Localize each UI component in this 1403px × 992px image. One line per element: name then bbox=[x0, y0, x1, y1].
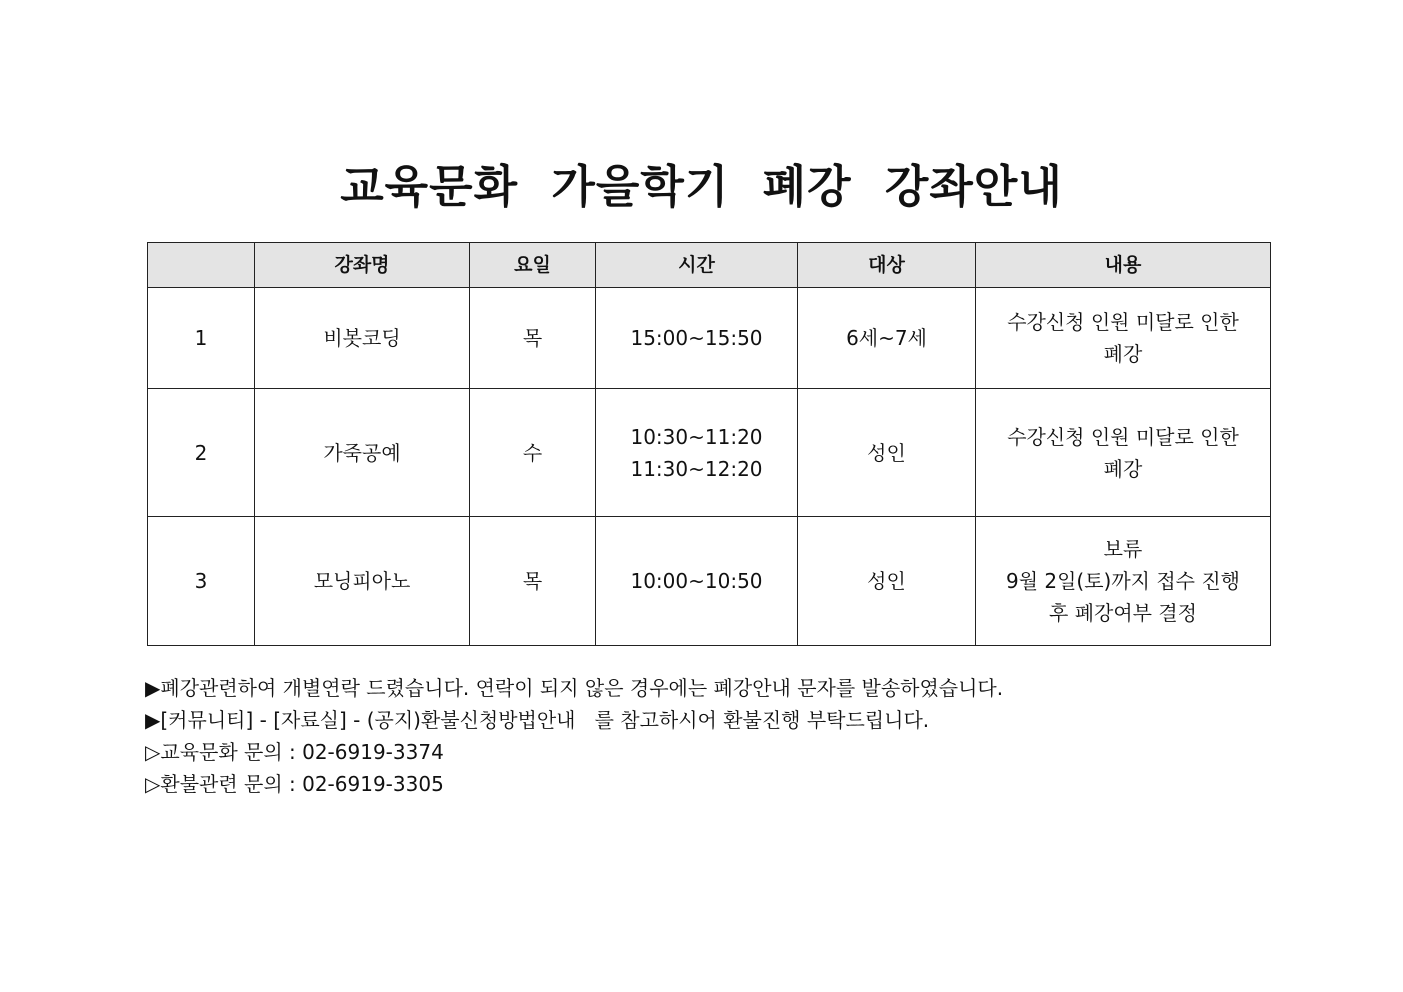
row-number: 3 bbox=[148, 517, 255, 646]
time-line: 10:30~11:20 bbox=[630, 424, 763, 449]
row-number: 1 bbox=[148, 288, 255, 389]
course-target: 성인 bbox=[798, 389, 976, 517]
note-culture-inquiry: ▷교육문화 문의 : 02-6919-3374 bbox=[145, 740, 444, 764]
header-content: 내용 bbox=[976, 243, 1271, 288]
course-content bbox=[976, 288, 1271, 389]
content-line: 폐강 bbox=[1103, 342, 1143, 366]
page-title: 교육문화 가을학기 폐강 강좌안내 bbox=[340, 160, 1063, 213]
content-line: 보류 bbox=[1103, 537, 1143, 561]
content-line: 후 폐강여부 결정 bbox=[1049, 601, 1197, 625]
header-time: 시간 bbox=[596, 243, 798, 288]
course-content bbox=[976, 389, 1271, 517]
header-number bbox=[148, 243, 255, 288]
course-name: 모닝피아노 bbox=[255, 517, 470, 646]
content-line: 수강신청 인원 미달로 인한 bbox=[1007, 424, 1239, 449]
course-name: 가죽공예 bbox=[255, 389, 470, 517]
content-line: 9월 2일(토)까지 접수 진행 bbox=[1005, 569, 1240, 593]
row-number: 2 bbox=[148, 389, 255, 517]
course-name: 비봇코딩 bbox=[255, 288, 470, 389]
course-time bbox=[596, 288, 798, 389]
course-target: 성인 bbox=[798, 517, 976, 646]
table-header-row bbox=[148, 243, 1271, 288]
course-day: 수 bbox=[470, 389, 596, 517]
course-time bbox=[596, 389, 798, 517]
note-contact-sent: ▶폐강관련하여 개별연락 드렸습니다. 연락이 되지 않은 경우에는 폐강안내 문자를 발송하였습니다. bbox=[145, 676, 1004, 700]
time-line: 11:30~12:20 bbox=[630, 456, 763, 481]
header-course-name: 강좌명 bbox=[255, 243, 470, 288]
course-day: 목 bbox=[470, 288, 596, 389]
content-line: 수강신청 인원 미달로 인한 bbox=[1007, 310, 1239, 334]
closed-course-table bbox=[147, 242, 1271, 646]
table-row bbox=[148, 389, 1271, 517]
course-time bbox=[596, 517, 798, 646]
course-target: 6세~7세 bbox=[798, 288, 976, 389]
notice-notes bbox=[145, 672, 1003, 800]
table-row bbox=[148, 517, 1271, 646]
course-day: 목 bbox=[470, 517, 596, 646]
header-target: 대상 bbox=[798, 243, 976, 288]
content-line: 폐강 bbox=[1103, 456, 1143, 481]
course-content bbox=[976, 517, 1271, 646]
note-refund-inquiry: ▷환불관련 문의 : 02-6919-3305 bbox=[145, 772, 444, 796]
note-refund-guide: ▶[커뮤니티] - [자료실] - (공지)환불신청방법안내 를 참고하시어 환불진행 부탁드립니다. bbox=[145, 708, 930, 732]
table-row bbox=[148, 288, 1271, 389]
time-line: 15:00~15:50 bbox=[630, 326, 763, 350]
time-line: 10:00~10:50 bbox=[630, 569, 763, 593]
header-day: 요일 bbox=[470, 243, 596, 288]
